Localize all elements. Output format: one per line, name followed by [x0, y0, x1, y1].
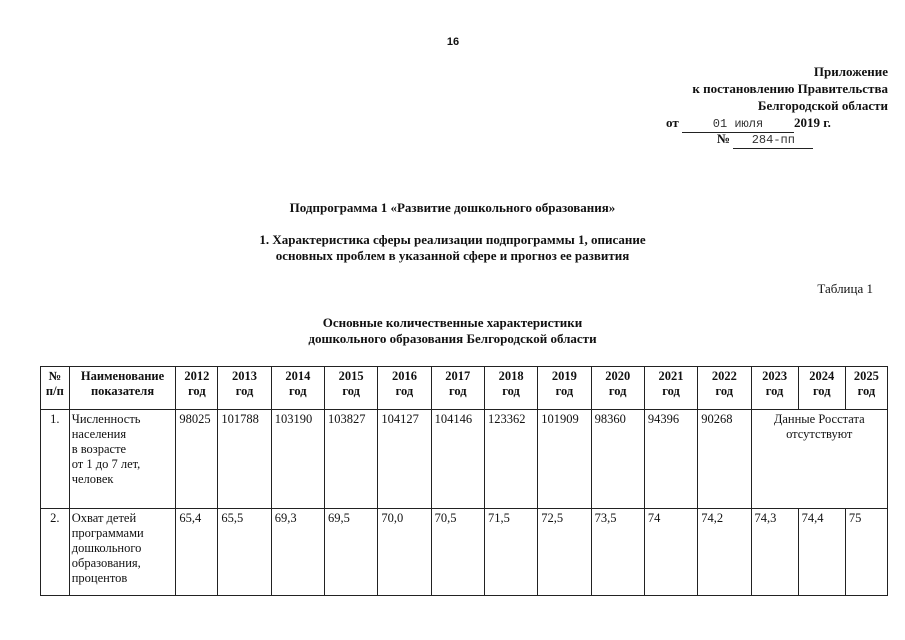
- value-cell: 74,4: [798, 509, 845, 596]
- value-cell: 71,5: [484, 509, 537, 596]
- header-year: [271, 367, 324, 410]
- header-name-line-1: Наименование: [80, 369, 165, 383]
- value-cell: 69,3: [271, 509, 324, 596]
- table-row: [41, 410, 888, 509]
- value-cell: 73,5: [591, 509, 644, 596]
- section-heading-line-2: основных проблем в указанной сфере и прогноз ее развития: [275, 248, 630, 263]
- header-year-unit: год: [342, 384, 360, 398]
- header-num: [41, 367, 70, 410]
- value-cell: 123362: [484, 410, 537, 509]
- indicator-name-line: образования,: [71, 556, 141, 570]
- header-year: [538, 367, 591, 410]
- indicator-name-line: Численность: [71, 412, 141, 426]
- value-cell: 72,5: [538, 509, 591, 596]
- indicator-name-line: программами: [71, 526, 144, 540]
- row-number: 1.: [41, 410, 70, 509]
- value-cell: 101909: [538, 410, 591, 509]
- number-prefix: №: [717, 131, 731, 146]
- header-year: [431, 367, 484, 410]
- header-year: [218, 367, 271, 410]
- header-year-value: 2019: [551, 369, 577, 383]
- header-year-value: 2021: [658, 369, 684, 383]
- header-year-value: 2025: [853, 369, 879, 383]
- value-cell: 69,5: [325, 509, 378, 596]
- value-cell: 98025: [176, 410, 218, 509]
- indicator-name-line: дошкольного: [71, 541, 142, 555]
- value-cell: 103827: [325, 410, 378, 509]
- header-name-line-2: показателя: [90, 384, 155, 398]
- indicator-name-line: в возрасте: [71, 442, 127, 456]
- section-heading: [0, 232, 905, 264]
- value-cell: 70,5: [431, 509, 484, 596]
- header-year-unit: год: [188, 384, 206, 398]
- header-year-value: 2017: [445, 369, 471, 383]
- header-year: [751, 367, 798, 410]
- rosstat-note-line: Данные Росстата: [773, 412, 865, 426]
- indicator-name-line: процентов: [71, 571, 128, 585]
- row-number: 2.: [41, 509, 70, 596]
- header-year-unit: год: [857, 384, 876, 398]
- value-cell: 103190: [271, 410, 324, 509]
- indicator-name-line: человек: [71, 472, 114, 486]
- table-label: Таблица 1: [817, 281, 873, 296]
- header-year-unit: год: [765, 384, 784, 398]
- header-year: [644, 367, 697, 410]
- value-cell: 74: [644, 509, 697, 596]
- annex-block: [620, 63, 888, 147]
- header-year: [484, 367, 537, 410]
- header-year-value: 2020: [605, 369, 631, 383]
- annex-title: Приложение: [813, 64, 888, 79]
- header-year: [176, 367, 218, 410]
- value-cell: 70,0: [378, 509, 431, 596]
- header-year-unit: год: [608, 384, 627, 398]
- header-year: [325, 367, 378, 410]
- annex-line-3: Белгородской области: [757, 98, 888, 113]
- header-num-line-1: №: [48, 369, 62, 383]
- subprogram-title: Подпрограмма 1 «Развитие дошкольного образования»: [289, 200, 616, 215]
- header-year-unit: год: [502, 384, 520, 398]
- indicator-name: [69, 410, 176, 509]
- characteristics-table: [40, 366, 888, 596]
- table-title-line-1: Основные количественные характеристики: [322, 315, 583, 330]
- header-row: [41, 367, 888, 410]
- value-cell: 65,5: [218, 509, 271, 596]
- number-filled: 284-пп: [733, 133, 813, 149]
- rosstat-note-line: отсутствуют: [786, 427, 853, 441]
- value-cell: 74,2: [698, 509, 751, 596]
- annex-number-line: [717, 130, 857, 149]
- value-cell: 104146: [431, 410, 484, 509]
- indicator-name-line: населения: [71, 427, 127, 441]
- header-year-unit: год: [448, 384, 467, 398]
- value-cell: 65,4: [176, 509, 218, 596]
- header-year: [378, 367, 431, 410]
- header-year-value: 2015: [338, 369, 364, 383]
- section-heading-line-1: 1. Характеристика сферы реализации подпрограммы 1, описание: [259, 232, 646, 247]
- header-year-unit: год: [289, 384, 307, 398]
- header-name: [69, 367, 176, 410]
- header-year-unit: год: [395, 384, 414, 398]
- header-year-unit: год: [715, 384, 734, 398]
- page-number: 16: [446, 36, 460, 48]
- header-year-unit: год: [812, 384, 831, 398]
- value-cell: 90268: [698, 410, 751, 509]
- value-cell: 98360: [591, 410, 644, 509]
- indicator-name: [69, 509, 176, 596]
- header-year: [845, 367, 887, 410]
- header-year-value: 2016: [391, 369, 417, 383]
- header-num-line-2: п/п: [45, 384, 64, 398]
- date-filled: 01 июля: [682, 117, 794, 133]
- value-cell: 75: [845, 509, 887, 596]
- header-year: [591, 367, 644, 410]
- header-year-value: 2014: [285, 369, 311, 383]
- rosstat-note: [751, 410, 888, 509]
- header-year-value: 2023: [762, 369, 788, 383]
- table-row: [41, 509, 888, 596]
- date-prefix: от: [666, 115, 679, 130]
- value-cell: 101788: [218, 410, 271, 509]
- table-title: [0, 315, 905, 347]
- header-year: [698, 367, 751, 410]
- value-cell: 94396: [644, 410, 697, 509]
- header-year-value: 2012: [184, 369, 210, 383]
- header-year-unit: год: [555, 384, 574, 398]
- value-cell: 104127: [378, 410, 431, 509]
- value-cell: 74,3: [751, 509, 798, 596]
- indicator-name-line: от 1 до 7 лет,: [71, 457, 141, 471]
- indicator-name-line: Охват детей: [71, 511, 137, 525]
- header-year-unit: год: [235, 384, 254, 398]
- header-year-value: 2013: [232, 369, 258, 383]
- header-year-value: 2018: [498, 369, 524, 383]
- header-year-value: 2022: [711, 369, 737, 383]
- header-year: [798, 367, 845, 410]
- annex-line-2: к постановлению Правительства: [692, 81, 888, 96]
- header-year-unit: год: [662, 384, 680, 398]
- header-year-value: 2024: [809, 369, 835, 383]
- table-title-line-2: дошкольного образования Белгородской области: [308, 331, 597, 346]
- date-suffix: 2019 г.: [793, 115, 831, 130]
